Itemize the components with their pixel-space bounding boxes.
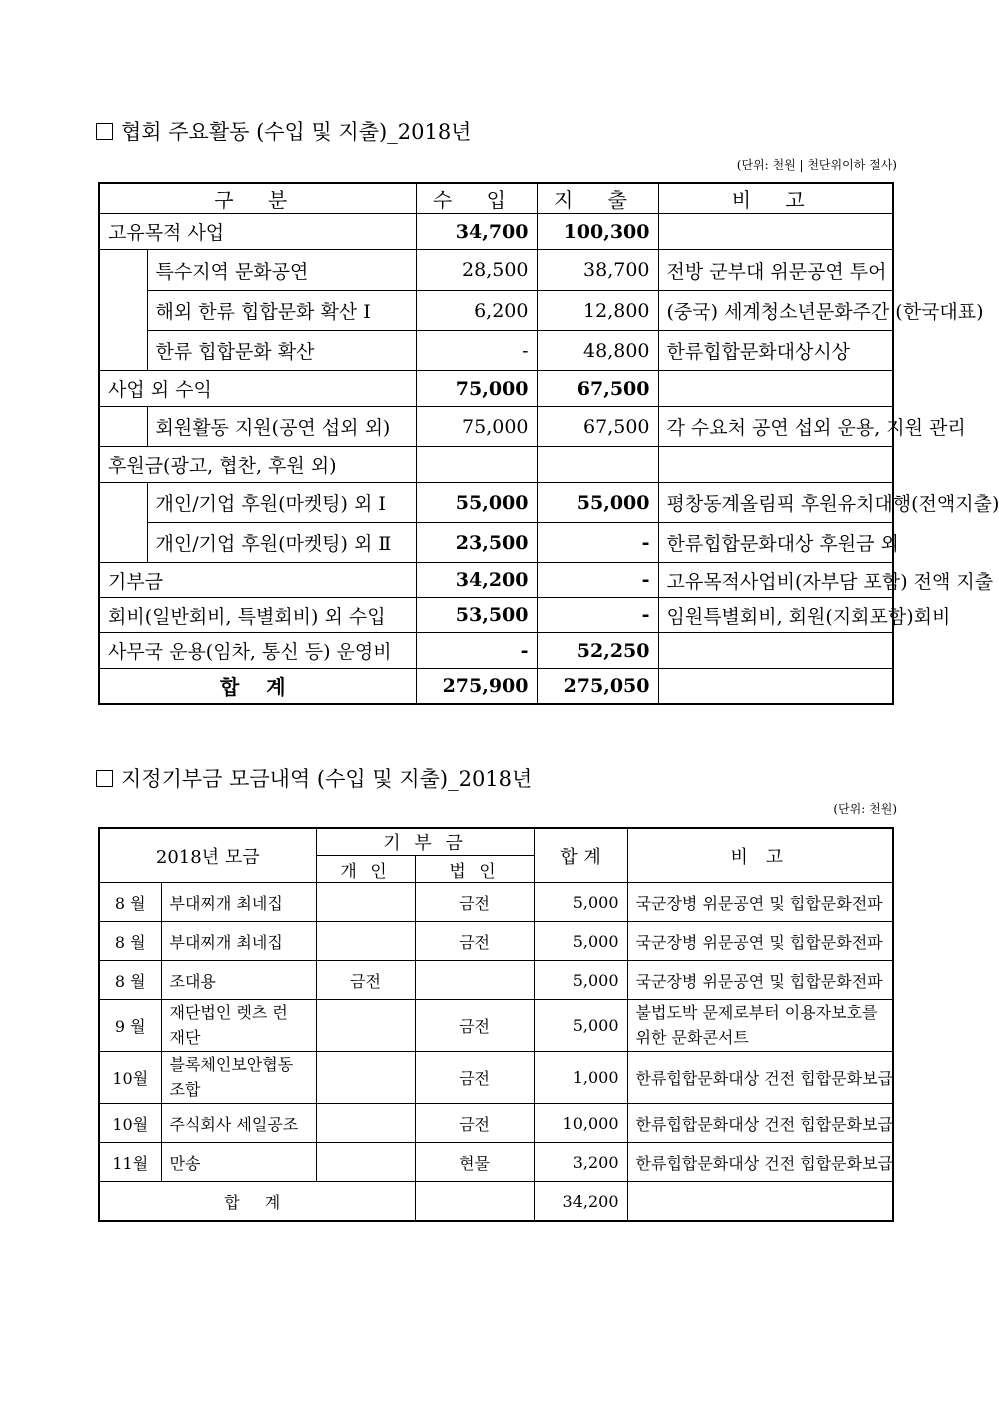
row-month: 8 월 bbox=[99, 961, 161, 1000]
row-sum: 3,200 bbox=[534, 1143, 627, 1182]
total-income: 275,900 bbox=[416, 669, 537, 704]
header-corporate: 법 인 bbox=[415, 856, 534, 883]
total-note bbox=[658, 669, 893, 704]
row-expense: 67,500 bbox=[537, 407, 658, 447]
section1-title-text: 협회 주요활동 (수입 및 지출)_2018년 bbox=[121, 120, 472, 144]
row-label: 사업 외 수익 bbox=[99, 371, 416, 407]
row-corporate: 금전 bbox=[415, 1052, 534, 1104]
row-note bbox=[658, 633, 893, 669]
indent-cell bbox=[99, 483, 147, 563]
row-month: 10월 bbox=[99, 1104, 161, 1143]
total-sum: 34,200 bbox=[534, 1182, 627, 1222]
row-donor: 블록체인보안협동조합 bbox=[161, 1052, 316, 1104]
row-expense: 12,800 bbox=[537, 291, 658, 331]
row-expense: 38,700 bbox=[537, 250, 658, 291]
row-individual: 금전 bbox=[316, 961, 415, 1000]
row-month: 11월 bbox=[99, 1143, 161, 1182]
row-expense: - bbox=[537, 523, 658, 563]
table-row bbox=[99, 447, 893, 483]
row-sum: 5,000 bbox=[534, 961, 627, 1000]
indent-cell bbox=[99, 250, 147, 371]
table-row bbox=[99, 1052, 893, 1104]
row-label: 고유목적 사업 bbox=[99, 214, 416, 250]
row-label: 기부금 bbox=[99, 563, 416, 598]
row-income: 55,000 bbox=[416, 483, 537, 523]
row-sum: 10,000 bbox=[534, 1104, 627, 1143]
row-note: 전방 군부대 위문공연 투어 bbox=[658, 250, 893, 291]
row-expense: 67,500 bbox=[537, 371, 658, 407]
row-label: 회비(일반회비, 특별회비) 외 수입 bbox=[99, 598, 416, 633]
row-note: 각 수요처 공연 섭외 운용, 지원 관리 bbox=[658, 407, 893, 447]
row-income: 6,200 bbox=[416, 291, 537, 331]
row-note: 국군장병 위문공연 및 힙합문화전파 bbox=[627, 883, 893, 922]
row-income: 53,500 bbox=[416, 598, 537, 633]
total-label: 합 계 bbox=[99, 669, 416, 704]
row-note bbox=[658, 371, 893, 407]
checkbox-square-icon bbox=[96, 123, 113, 140]
row-income: 75,000 bbox=[416, 371, 537, 407]
row-income: 34,700 bbox=[416, 214, 537, 250]
header-note: 비 고 bbox=[627, 828, 893, 883]
row-month: 9 월 bbox=[99, 1000, 161, 1052]
row-sum: 1,000 bbox=[534, 1052, 627, 1104]
table-row bbox=[99, 922, 893, 961]
row-month: 8 월 bbox=[99, 922, 161, 961]
table-row bbox=[99, 563, 893, 598]
table-row bbox=[99, 883, 893, 922]
row-income: 75,000 bbox=[416, 407, 537, 447]
row-note: 고유목적사업비(자부담 포함) 전액 지출 bbox=[658, 563, 893, 598]
table-row bbox=[99, 331, 893, 371]
row-income: - bbox=[416, 633, 537, 669]
total-blank bbox=[415, 1182, 534, 1222]
table-total-row bbox=[99, 669, 893, 704]
row-note bbox=[658, 447, 893, 483]
section2-unit: (단위: 천원) bbox=[833, 802, 897, 816]
row-income: 28,500 bbox=[416, 250, 537, 291]
row-income bbox=[416, 447, 537, 483]
row-label: 사무국 운용(임차, 통신 등) 운영비 bbox=[99, 633, 416, 669]
row-individual bbox=[316, 922, 415, 961]
row-note bbox=[658, 214, 893, 250]
table-row bbox=[99, 1000, 893, 1052]
row-income: 23,500 bbox=[416, 523, 537, 563]
header-category: 구 분 bbox=[99, 183, 416, 214]
table-row bbox=[99, 961, 893, 1000]
row-expense: 100,300 bbox=[537, 214, 658, 250]
row-expense: - bbox=[537, 563, 658, 598]
row-note: (중국) 세계청소년문화주간 (한국대표) bbox=[658, 291, 893, 331]
table-row bbox=[99, 1143, 893, 1182]
row-label: 개인/기업 후원(마켓팅) 외 Ⅰ bbox=[147, 483, 416, 523]
row-corporate bbox=[415, 961, 534, 1000]
header-sum: 합 계 bbox=[534, 828, 627, 883]
row-expense: 48,800 bbox=[537, 331, 658, 371]
row-individual bbox=[316, 1052, 415, 1104]
row-month: 8 월 bbox=[99, 883, 161, 922]
section1-unit: (단위: 천원 | 천단위이하 절사) bbox=[736, 158, 897, 172]
total-label: 합 계 bbox=[99, 1182, 415, 1222]
row-corporate: 현물 bbox=[415, 1143, 534, 1182]
row-expense: 55,000 bbox=[537, 483, 658, 523]
row-note: 국군장병 위문공연 및 힙합문화전파 bbox=[627, 922, 893, 961]
row-label: 후원금(광고, 협찬, 후원 외) bbox=[99, 447, 416, 483]
row-donor: 부대찌개 최네집 bbox=[161, 883, 316, 922]
table-row bbox=[99, 371, 893, 407]
row-note: 한류힙합문화대상 건전 힙합문화보급 bbox=[627, 1052, 893, 1104]
row-note: 임원특별회비, 회원(지회포함)회비 bbox=[658, 598, 893, 633]
row-note: 한류힙합문화대상 건전 힙합문화보급 bbox=[627, 1143, 893, 1182]
table-row bbox=[99, 214, 893, 250]
indent-cell bbox=[99, 407, 147, 447]
row-note: 한류힙합문화대상 건전 힙합문화보급 bbox=[627, 1104, 893, 1143]
row-expense: - bbox=[537, 598, 658, 633]
row-donor: 주식회사 세일공조 bbox=[161, 1104, 316, 1143]
table-row bbox=[99, 598, 893, 633]
row-label: 개인/기업 후원(마켓팅) 외 Ⅱ bbox=[147, 523, 416, 563]
header-individual: 개 인 bbox=[316, 856, 415, 883]
row-income: 34,200 bbox=[416, 563, 537, 598]
row-sum: 5,000 bbox=[534, 883, 627, 922]
section2-title-text: 지정기부금 모금내역 (수입 및 지출)_2018년 bbox=[121, 767, 533, 791]
row-individual bbox=[316, 1000, 415, 1052]
donation-table bbox=[98, 827, 894, 1222]
activity-table bbox=[98, 182, 999, 705]
row-note: 평창동계올림픽 후원유치대행(전액지출) bbox=[658, 483, 893, 523]
row-note: 국군장병 위문공연 및 힙합문화전파 bbox=[627, 961, 893, 1000]
row-income: - bbox=[416, 331, 537, 371]
row-label: 회원활동 지원(공연 섭외 외) bbox=[147, 407, 416, 447]
table-row bbox=[99, 291, 893, 331]
row-expense: 52,250 bbox=[537, 633, 658, 669]
table-row bbox=[99, 407, 893, 447]
activity-table-header bbox=[99, 183, 893, 214]
row-individual bbox=[316, 1104, 415, 1143]
row-note: 불법도박 문제로부터 이용자보호를 위한 문화콘서트 bbox=[627, 1000, 893, 1052]
row-individual bbox=[316, 1143, 415, 1182]
section1-title bbox=[96, 116, 471, 146]
row-label: 특수지역 문화공연 bbox=[147, 250, 416, 291]
row-donor: 조대용 bbox=[161, 961, 316, 1000]
row-expense bbox=[537, 447, 658, 483]
row-note: 한류힙합문화대상시상 bbox=[658, 331, 893, 371]
table-row bbox=[99, 523, 893, 563]
header-income: 수 입 bbox=[416, 183, 537, 214]
row-corporate: 금전 bbox=[415, 922, 534, 961]
table-row bbox=[99, 483, 893, 523]
row-donor: 부대찌개 최네집 bbox=[161, 922, 316, 961]
row-sum: 5,000 bbox=[534, 922, 627, 961]
table-row bbox=[99, 250, 893, 291]
section2-title bbox=[96, 763, 532, 793]
row-label: 한류 힙합문화 확산 bbox=[147, 331, 416, 371]
header-donation: 기 부 금 bbox=[316, 828, 534, 856]
header-note: 비 고 bbox=[658, 183, 893, 214]
row-month: 10월 bbox=[99, 1052, 161, 1104]
table-total-row bbox=[99, 1182, 893, 1222]
row-label: 해외 한류 힙합문화 확산 Ⅰ bbox=[147, 291, 416, 331]
row-corporate: 금전 bbox=[415, 1000, 534, 1052]
row-donor: 재단법인 렛츠 런 재단 bbox=[161, 1000, 316, 1052]
row-note: 한류힙합문화대상 후원금 외 bbox=[658, 523, 893, 563]
donation-table-header bbox=[99, 828, 893, 856]
table-row bbox=[99, 633, 893, 669]
row-individual bbox=[316, 883, 415, 922]
row-donor: 만송 bbox=[161, 1143, 316, 1182]
row-sum: 5,000 bbox=[534, 1000, 627, 1052]
total-expense: 275,050 bbox=[537, 669, 658, 704]
row-corporate: 금전 bbox=[415, 883, 534, 922]
total-note bbox=[627, 1182, 893, 1222]
row-corporate: 금전 bbox=[415, 1104, 534, 1143]
checkbox-square-icon bbox=[96, 770, 113, 787]
table-row bbox=[99, 1104, 893, 1143]
header-expense: 지 출 bbox=[537, 183, 658, 214]
header-period: 2018년 모금 bbox=[99, 828, 316, 883]
